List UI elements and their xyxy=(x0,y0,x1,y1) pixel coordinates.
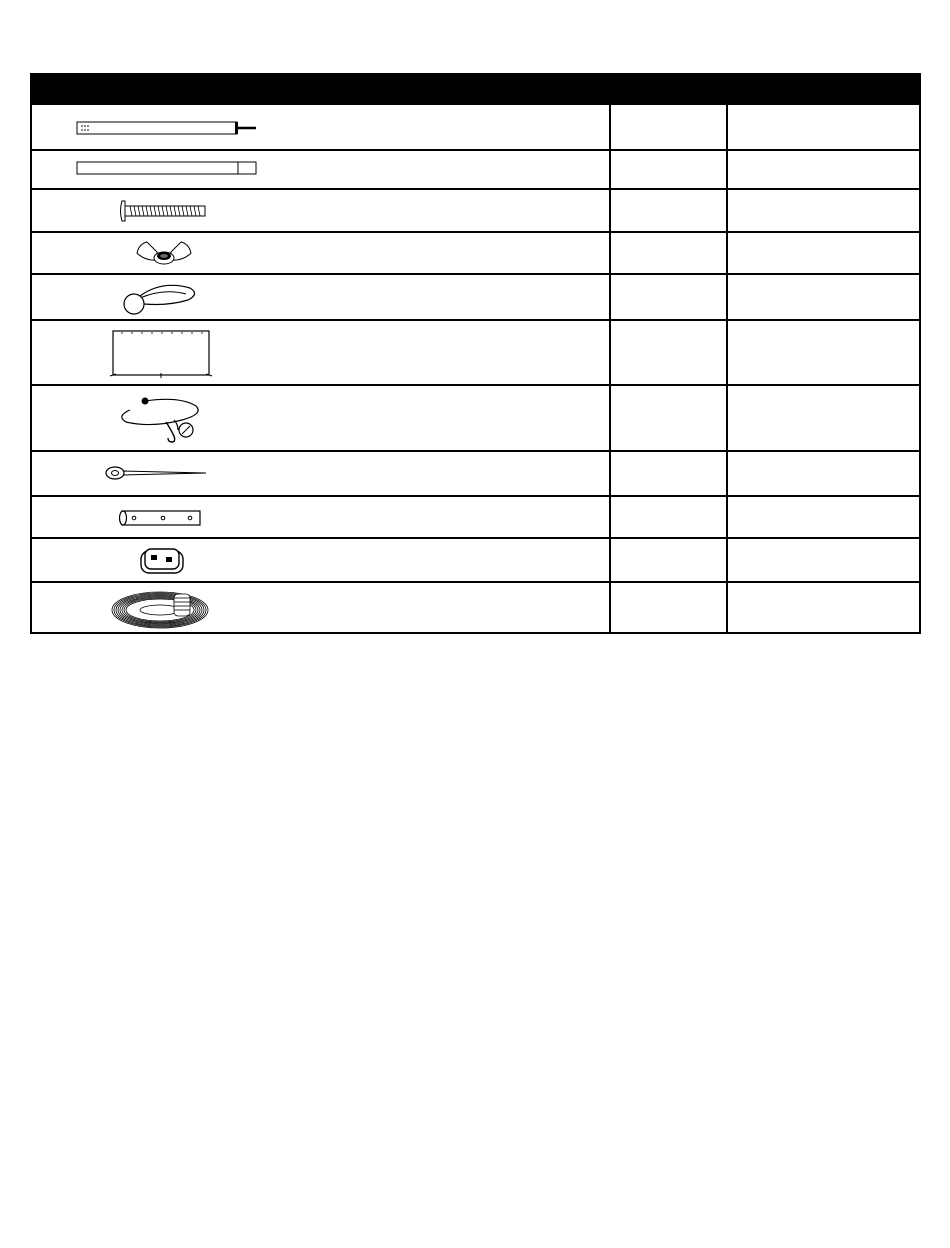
connector-tube-icon xyxy=(118,509,206,527)
description-cell xyxy=(728,233,919,273)
table-row xyxy=(32,188,919,231)
part-image-cell xyxy=(32,497,609,537)
table-row xyxy=(32,450,919,495)
net-panel-icon xyxy=(110,329,214,379)
description-cell xyxy=(728,386,919,450)
table-row xyxy=(32,149,919,188)
description-cell xyxy=(728,105,919,149)
quantity-cell xyxy=(611,105,726,149)
table-row xyxy=(32,319,919,384)
quantity-cell xyxy=(611,539,726,581)
pole-icon xyxy=(76,160,258,176)
part-image-cell xyxy=(32,151,609,188)
part-image-cell xyxy=(32,105,609,149)
description-cell xyxy=(728,539,919,581)
table-row xyxy=(32,495,919,537)
quantity-cell xyxy=(611,321,726,384)
wing-nut-icon xyxy=(135,239,193,269)
ball-bungee-icon xyxy=(122,282,200,316)
quantity-cell xyxy=(611,151,726,188)
table-header xyxy=(32,73,919,105)
parts-table xyxy=(30,73,921,634)
hook-cord-icon xyxy=(118,392,200,446)
quantity-cell xyxy=(611,190,726,231)
quantity-cell xyxy=(611,275,726,319)
quantity-cell xyxy=(611,497,726,537)
rope-coil-icon xyxy=(110,588,218,632)
quantity-cell xyxy=(611,233,726,273)
part-image-cell xyxy=(32,275,609,319)
part-image-cell xyxy=(32,539,609,581)
quantity-cell xyxy=(611,583,726,634)
description-cell xyxy=(728,321,919,384)
table-row xyxy=(32,537,919,581)
table-row xyxy=(32,581,919,634)
description-cell xyxy=(728,275,919,319)
table-row xyxy=(32,273,919,319)
description-cell xyxy=(728,583,919,634)
part-image-cell xyxy=(32,452,609,495)
part-image-cell xyxy=(32,190,609,231)
description-cell xyxy=(728,190,919,231)
pole-with-pin-icon xyxy=(76,119,261,137)
rope-tensioner-icon xyxy=(138,546,186,576)
ground-stake-icon xyxy=(104,464,210,482)
table-row xyxy=(32,231,919,273)
description-cell xyxy=(728,151,919,188)
quantity-cell xyxy=(611,386,726,450)
quantity-cell xyxy=(611,452,726,495)
description-cell xyxy=(728,497,919,537)
table-row xyxy=(32,384,919,450)
part-image-cell xyxy=(32,583,609,634)
part-image-cell xyxy=(32,321,609,384)
part-image-cell xyxy=(32,386,609,450)
part-image-cell xyxy=(32,233,609,273)
table-row xyxy=(32,105,919,149)
description-cell xyxy=(728,452,919,495)
carriage-bolt-icon xyxy=(118,199,208,223)
